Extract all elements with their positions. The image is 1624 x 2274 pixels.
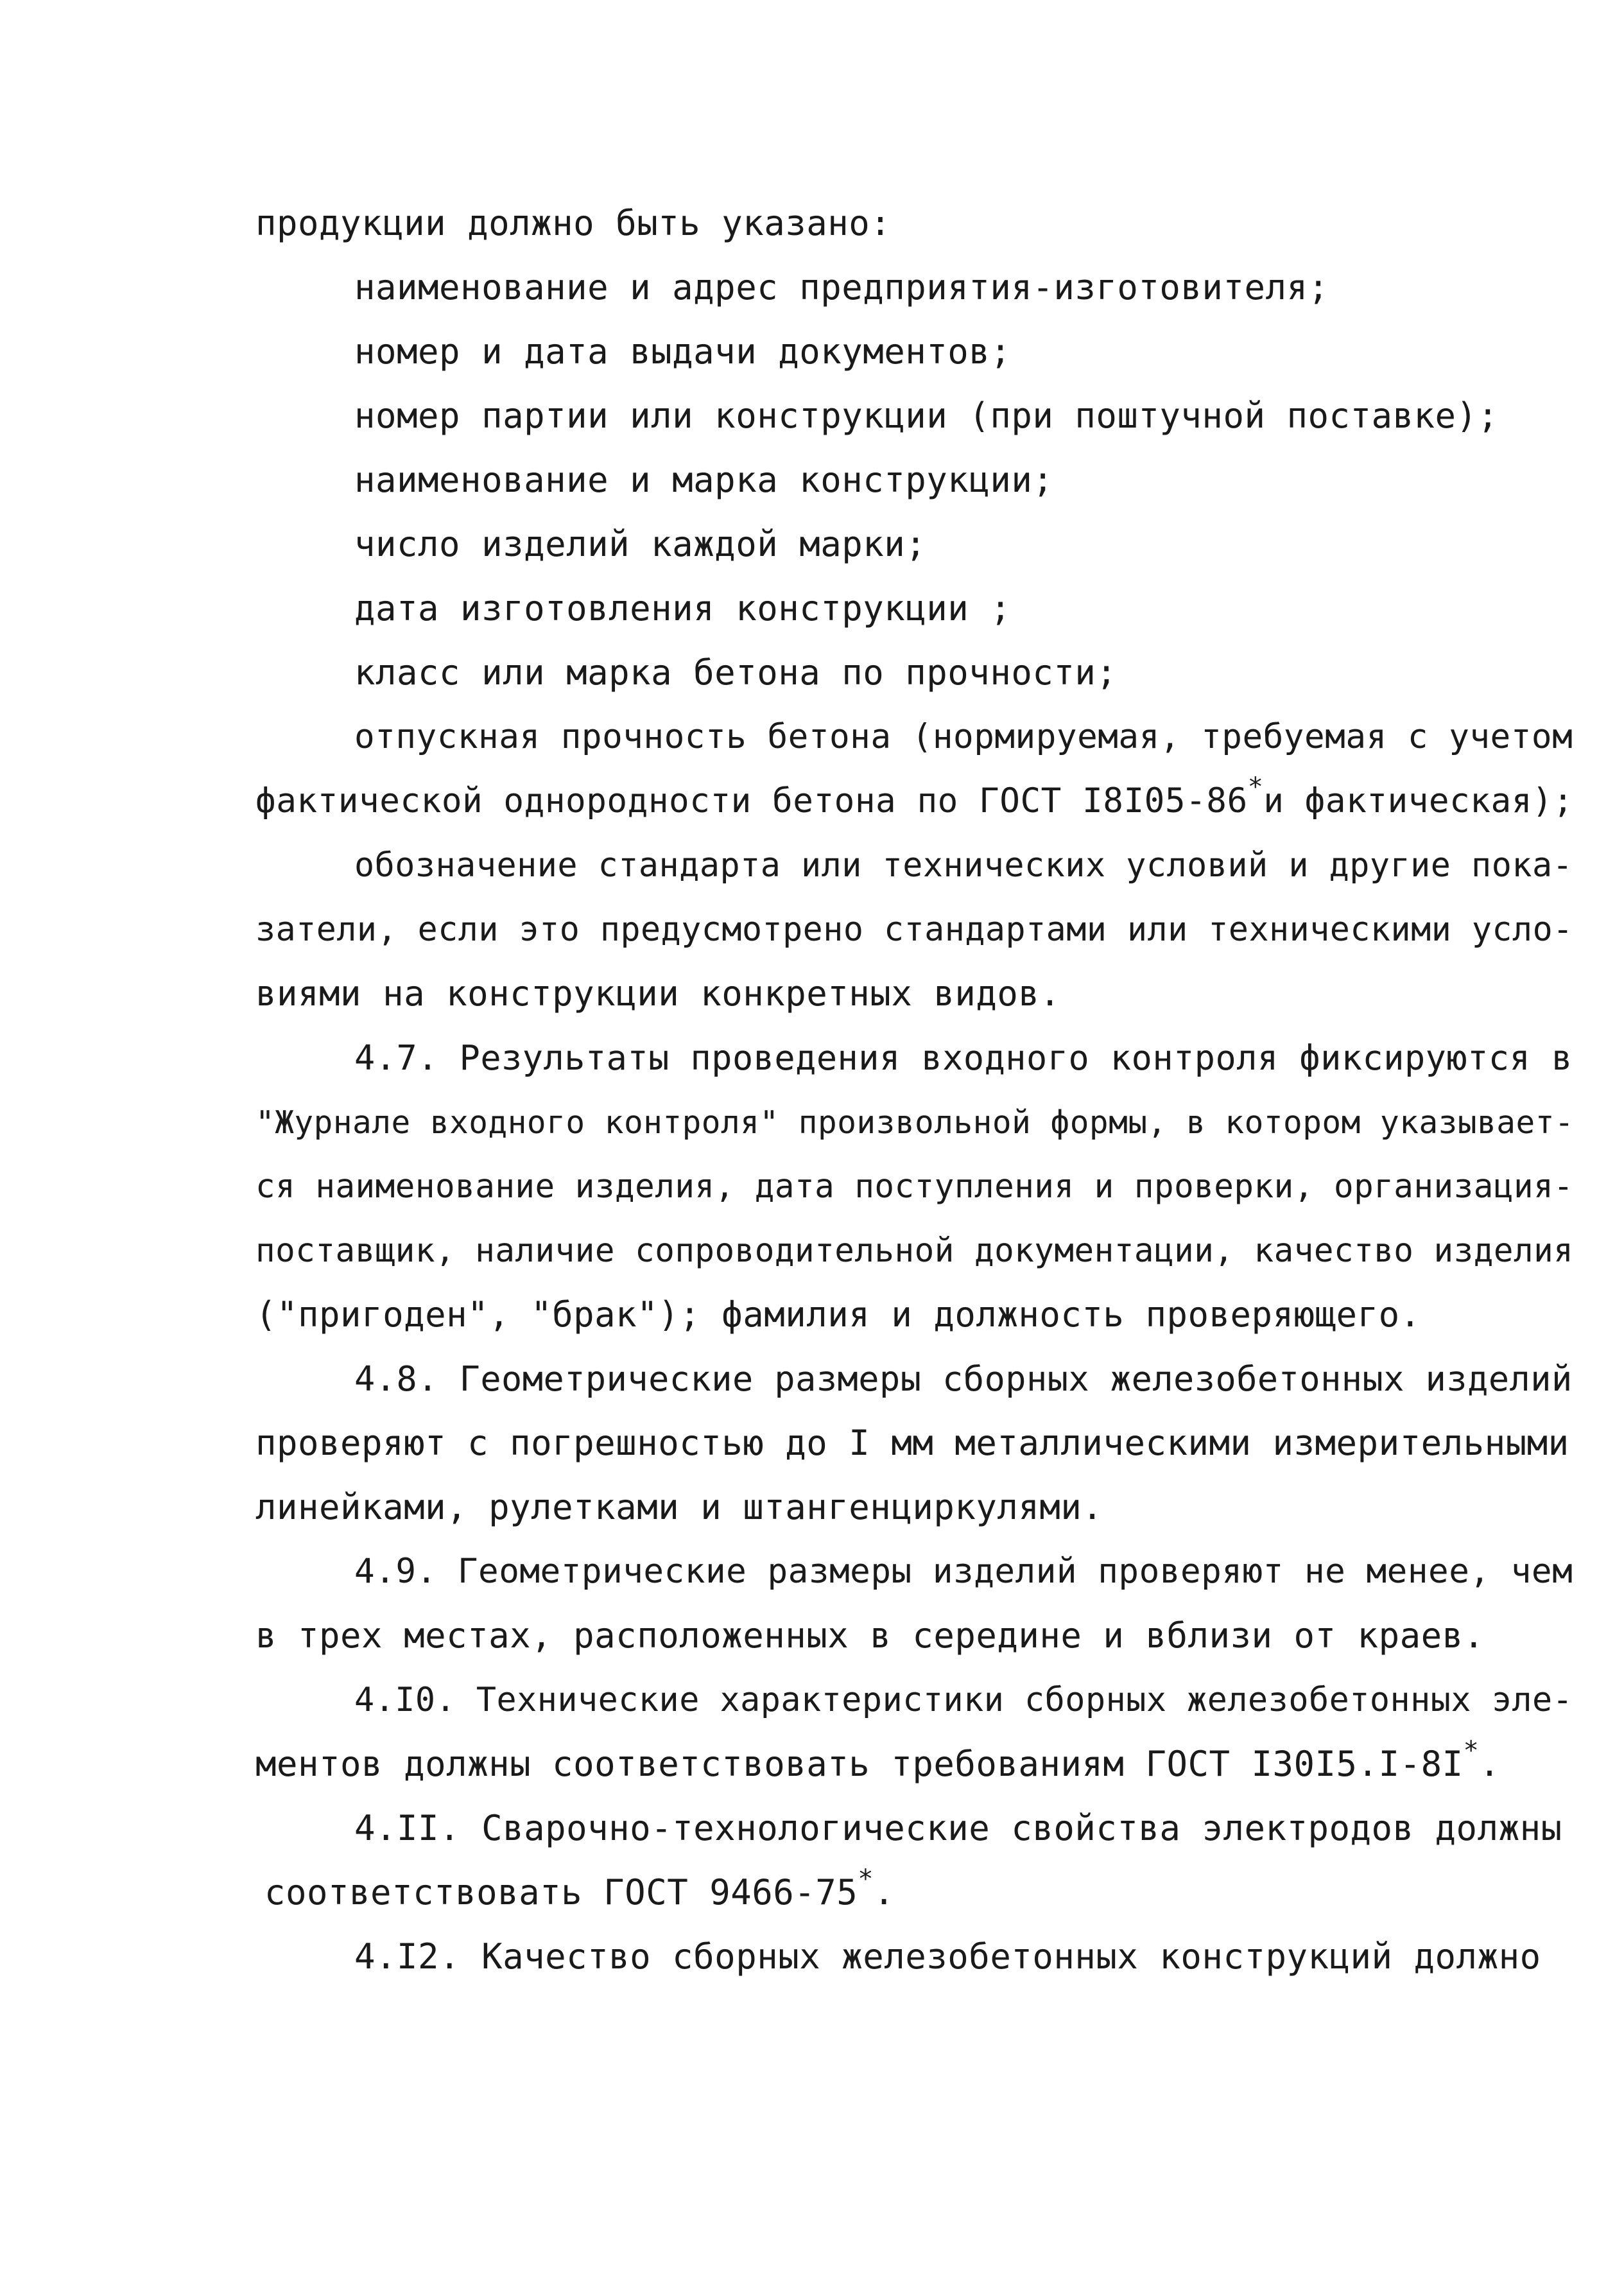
text-line: обозначение стандарта или технических условий и другие пока- <box>354 846 1573 885</box>
line-text: и фактическая); <box>1263 781 1574 820</box>
text-line: класс или марка бетона по прочности; <box>354 652 1118 693</box>
text-line: 4.I2. Качество сборных железобетонных конструкций должно <box>354 1936 1541 1977</box>
text-line: проверяют с погрешностью до I мм металлическими измерительными <box>255 1423 1569 1463</box>
text-line: наименование и адрес предприятия-изготовителя; <box>354 267 1329 308</box>
text-line: наименование и марка конструкции; <box>354 460 1054 500</box>
text-line: затели, если это предусмотрено стандартами или техническими усло- <box>255 910 1573 949</box>
text-line: продукции должно быть указано: <box>255 203 892 243</box>
line-text: . <box>1479 1744 1501 1784</box>
text-line: поставщик, наличие сопроводительной документации, качество изделия <box>255 1231 1574 1269</box>
text-line: 4.7. Результаты проведения входного контроля фиксируются в <box>354 1037 1573 1078</box>
text-line: 4.8. Геометрические размеры сборных железобетонных изделий <box>354 1358 1573 1399</box>
text-line: ся наименование изделия, дата поступления и проверки, организация- <box>255 1167 1574 1205</box>
text-line: номер партии или конструкции (при поштучной поставке); <box>354 395 1499 436</box>
text-line: 4.9. Геометрические размеры изделий проверяют не менее, чем <box>354 1552 1573 1591</box>
asterisk-mark: * <box>1247 772 1264 802</box>
asterisk-mark: * <box>858 1864 874 1894</box>
text-line: линейками, рулетками и штангенциркулями. <box>255 1487 1103 1527</box>
text-line: виями на конструкции конкретных видов. <box>255 973 1061 1014</box>
text-line: отпускная прочность бетона (нормируемая, требуемая с учетом <box>354 717 1573 756</box>
line-text: фактической однородности бетона по ГОСТ I8I05-86 <box>255 781 1248 820</box>
asterisk-mark: * <box>1463 1736 1480 1766</box>
text-line: "Журнале входного контроля" произвольной формы, в котором указывает- <box>255 1104 1575 1141</box>
text-line: 4.II. Сварочно-технологические свойства электродов должны <box>354 1808 1562 1848</box>
line-text: соответствовать ГОСТ 9466-75 <box>264 1872 858 1913</box>
text-line-gost-9466 <box>264 1864 895 1915</box>
text-line: ("пригоден", "брак"); фамилия и должность проверяющего. <box>255 1294 1421 1335</box>
line-text: ментов должны соответствовать требованиям ГОСТ I30I5.I-8I <box>255 1744 1464 1784</box>
text-line-gost-13015 <box>255 1736 1501 1787</box>
text-line: дата изготовления конструкции ; <box>354 588 1012 629</box>
text-line: номер и дата выдачи документов; <box>354 331 1012 372</box>
text-line: число изделий каждой марки; <box>354 524 927 564</box>
text-line: в трех местах, расположенных в середине и вблизи от краев. <box>255 1615 1485 1656</box>
text-line-gost-18105 <box>255 772 1574 823</box>
line-text: . <box>873 1872 895 1913</box>
text-line: 4.I0. Технические характеристики сборных железобетонных эле- <box>354 1681 1573 1719</box>
